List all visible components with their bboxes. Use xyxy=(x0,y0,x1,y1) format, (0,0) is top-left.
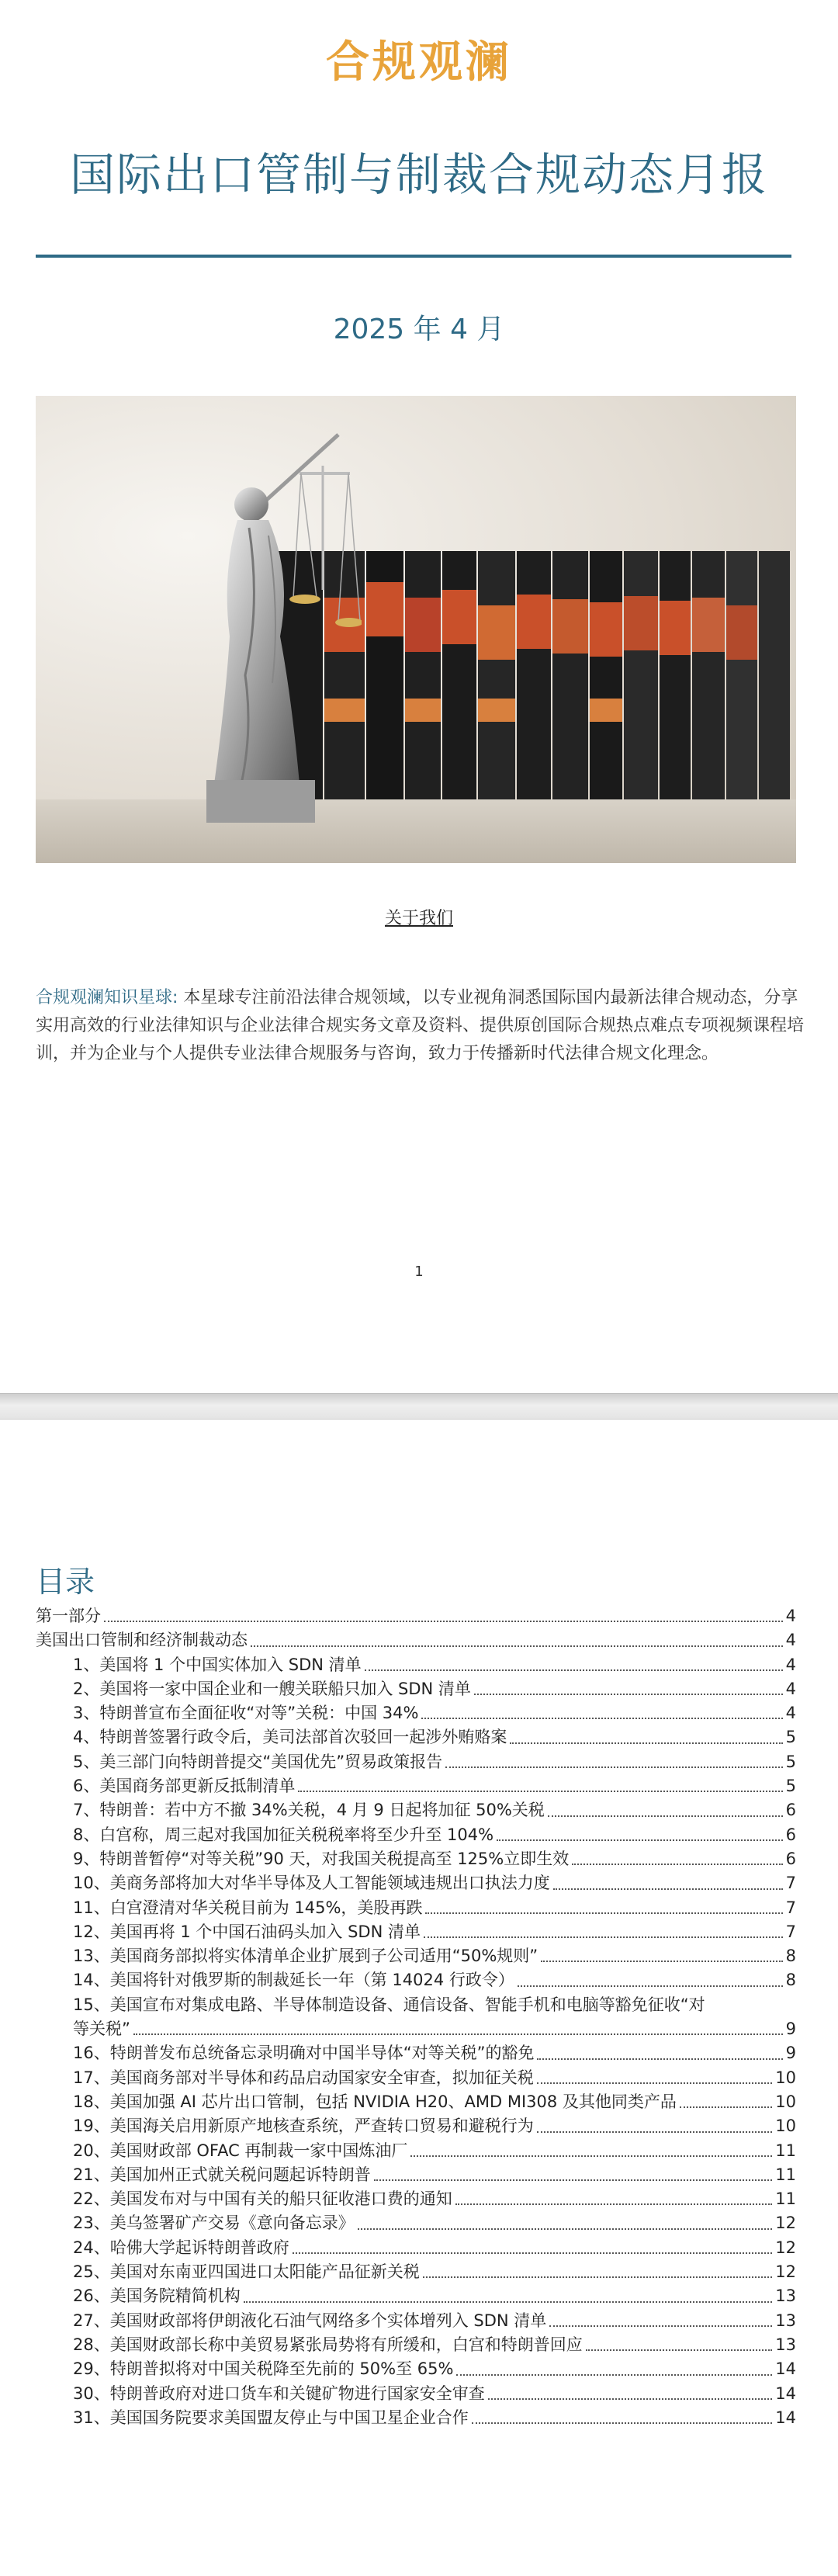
toc-title: 目录 xyxy=(36,1565,95,1599)
toc-entry[interactable] xyxy=(36,1677,796,1701)
toc-entry-text: 11、白宫澄清对华关税目前为 145%，美股再跌 xyxy=(73,1898,423,1917)
toc-entry-text: 27、美国财政部将伊朗液化石油气网络多个实体增列入 SDN 清单 xyxy=(73,2311,547,2330)
toc-entry-text: 6、美国商务部更新反抵制清单 xyxy=(73,1777,296,1796)
toc-entry[interactable] xyxy=(36,1653,796,1677)
toc-page xyxy=(0,1420,838,2576)
brand-title: 合规观澜 xyxy=(326,37,512,88)
toc-leader-dots xyxy=(572,1864,782,1865)
toc-leader-dots xyxy=(586,2349,773,2351)
toc-entry[interactable] xyxy=(36,1774,796,1798)
toc-leader-dots xyxy=(456,2374,772,2376)
toc-entry-text: 30、特朗普政府对进口货车和关键矿物进行国家安全审查 xyxy=(73,2384,485,2403)
intro-paragraph xyxy=(36,984,804,1068)
toc-entry-text: 31、美国国务院要求美国盟友停止与中国卫星企业合作 xyxy=(73,2408,469,2427)
toc-entry-text: 19、美国海关启用新原产地核查系统，严查转口贸易和避税行为 xyxy=(73,2117,534,2136)
toc-leader-dots xyxy=(410,2155,772,2157)
toc-entry-text-continued: 等关税” xyxy=(73,2020,130,2039)
toc-leader-dots xyxy=(497,1839,783,1841)
toc-leader-dots xyxy=(244,2301,773,2303)
toc-entry-text: 26、美国务院精简机构 xyxy=(73,2287,241,2306)
toc-entry-text: 13、美国商务部拟将实体清单企业扩展到子公司适用“50%规则” xyxy=(73,1947,538,1966)
toc-entry[interactable] xyxy=(36,1604,796,1628)
toc-leader-dots xyxy=(537,2082,773,2084)
toc-entry[interactable] xyxy=(36,2236,796,2260)
toc-entry-text: 17、美国商务部对半导体和药品启动国家安全审查，拟加征关税 xyxy=(73,2068,534,2087)
toc-entry-text: 20、美国财政部 OFAC 再制裁一家中国炼油厂 xyxy=(73,2141,408,2160)
toc-entry[interactable] xyxy=(36,1944,796,1968)
toc-entry[interactable] xyxy=(36,1896,796,1920)
toc-leader-dots xyxy=(358,2228,773,2230)
toc-page-number: 6 xyxy=(785,1849,796,1868)
toc-leader-dots xyxy=(293,2252,773,2254)
toc-page-number: 12 xyxy=(775,2214,796,2233)
toc-entry[interactable] xyxy=(36,2357,796,2381)
toc-leader-dots xyxy=(537,2131,773,2133)
toc-leader-dots xyxy=(548,1815,783,1817)
lady-justice-statue-icon xyxy=(206,419,362,823)
toc-entry-text: 28、美国财政部长称中美贸易紧张局势将有所缓和，白宫和特朗普回应 xyxy=(73,2335,583,2354)
toc-entry[interactable] xyxy=(36,1993,796,2042)
toc-list xyxy=(36,1604,796,2430)
intro-lead: 合规观澜知识星球: xyxy=(36,988,178,1007)
toc-leader-dots xyxy=(298,1791,782,1792)
toc-page-number: 10 xyxy=(775,2117,796,2136)
toc-page-number: 14 xyxy=(775,2408,796,2427)
toc-page-number: 5 xyxy=(785,1752,796,1771)
about-us-link[interactable]: 关于我们 xyxy=(384,909,453,928)
toc-page-number: 6 xyxy=(785,1825,796,1844)
toc-leader-dots xyxy=(549,2325,772,2327)
toc-entry-text: 1、美国将 1 个中国实体加入 SDN 清单 xyxy=(73,1655,362,1674)
toc-entry-text: 14、美国将针对俄罗斯的制裁延长一年（第 14024 行政令） xyxy=(73,1971,514,1990)
toc-page-number: 8 xyxy=(785,1971,796,1990)
toc-page-number: 4 xyxy=(785,1704,796,1723)
toc-entry[interactable] xyxy=(36,2066,796,2090)
toc-page-number: 10 xyxy=(775,2068,796,2087)
toc-page-number: 9 xyxy=(785,2020,796,2039)
toc-page-number: 13 xyxy=(775,2335,796,2354)
toc-leader-dots xyxy=(455,2203,773,2205)
toc-entry-text: 29、特朗普拟将对中国关税降至先前的 50%至 65% xyxy=(73,2359,454,2379)
toc-page-number: 10 xyxy=(775,2092,796,2111)
toc-leader-dots xyxy=(133,2033,783,2035)
toc-entry-text: 8、白宫称，周三起对我国加征关税税率将至少升至 104% xyxy=(73,1825,494,1844)
toc-page-number: 13 xyxy=(775,2287,796,2306)
toc-leader-dots xyxy=(445,1766,783,1768)
toc-page-number: 5 xyxy=(785,1728,796,1747)
toc-page-number: 4 xyxy=(785,1655,796,1674)
toc-entry[interactable] xyxy=(36,2284,796,2308)
toc-entry[interactable] xyxy=(36,1968,796,1992)
toc-leader-dots xyxy=(488,2398,773,2400)
report-title: 国际出口管制与制裁合规动态月报 xyxy=(69,148,768,201)
toc-page-number: 13 xyxy=(775,2311,796,2330)
toc-entry[interactable] xyxy=(36,2114,796,2138)
toc-page-number: 5 xyxy=(785,1777,796,1796)
toc-entry-text: 2、美国将一家中国企业和一艘关联船只加入 SDN 清单 xyxy=(73,1679,471,1698)
toc-leader-dots xyxy=(537,2058,782,2060)
toc-page-number: 7 xyxy=(785,1922,796,1941)
toc-entry-text: 9、特朗普暂停“对等关税”90 天，对我国关税提高至 125%立即生效 xyxy=(73,1849,570,1868)
toc-entry[interactable] xyxy=(36,2211,796,2235)
toc-entry-text: 7、特朗普：若中方不撤 34%关税，4 月 9 日起将加征 50%关税 xyxy=(73,1801,545,1820)
toc-entry-text: 12、美国再将 1 个中国石油码头加入 SDN 清单 xyxy=(73,1922,421,1941)
toc-entry[interactable] xyxy=(36,1847,796,1871)
toc-entry-text: 15、美国宣布对集成电路、半导体制造设备、通信设备、智能手机和电脑等豁免征收“对 xyxy=(73,1995,705,2014)
toc-entry-text: 第一部分 xyxy=(36,1607,101,1625)
toc-page-number: 11 xyxy=(775,2189,796,2209)
toc-leader-dots xyxy=(510,1742,782,1744)
toc-entry[interactable] xyxy=(36,1823,796,1847)
toc-leader-dots xyxy=(474,1694,783,1695)
toc-entry[interactable] xyxy=(36,2260,796,2284)
toc-entry-text: 4、特朗普签署行政令后，美司法部首次驳回一起涉外贿赂案 xyxy=(73,1728,507,1747)
toc-page-number: 12 xyxy=(775,2262,796,2282)
page-number: 1 xyxy=(414,1264,424,1280)
intro-text: 本星球专注前沿法律合规领域，以专业视角洞悉国际国内最新法律合规动态，分享实用高效的行业法律知识与企业法律合规实务文章及资料、提供原创国际合规热点难点专项视频课程培训，并为企业与个人提供专业法律合规服务与咨询，致力于传播新时代法律合规文化理念。 xyxy=(36,988,805,1063)
toc-leader-dots xyxy=(472,2422,773,2424)
toc-entry[interactable] xyxy=(36,1920,796,1944)
toc-entry-text: 16、特朗普发布总统备忘录明确对中国半导体“对等关税”的豁免 xyxy=(73,2044,535,2063)
toc-entry[interactable] xyxy=(36,1798,796,1822)
shelf xyxy=(36,799,796,863)
toc-leader-dots xyxy=(421,1718,782,1719)
toc-entry-text: 10、美商务部将加大对华半导体及人工智能领域违规出口执法力度 xyxy=(73,1874,550,1893)
toc-entry[interactable] xyxy=(36,1871,796,1895)
toc-page-number: 4 xyxy=(785,1679,796,1698)
toc-entry[interactable] xyxy=(36,2139,796,2163)
toc-page-number: 4 xyxy=(785,1607,796,1625)
toc-page-number: 7 xyxy=(785,1874,796,1893)
toc-entry[interactable] xyxy=(36,2333,796,2357)
toc-entry-text: 3、特朗普宣布全面征收“对等”关税：中国 34% xyxy=(73,1704,419,1723)
toc-leader-dots xyxy=(423,2276,773,2278)
toc-entry-text: 25、美国对东南亚四国进口太阳能产品征新关税 xyxy=(73,2262,420,2282)
toc-page-number: 8 xyxy=(785,1947,796,1966)
toc-leader-dots xyxy=(680,2106,772,2108)
toc-leader-dots xyxy=(425,1912,782,1914)
toc-page-number: 14 xyxy=(775,2384,796,2403)
toc-leader-dots xyxy=(374,2179,773,2181)
cover-image xyxy=(36,396,796,863)
toc-entry[interactable] xyxy=(36,2163,796,2187)
toc-leader-dots xyxy=(251,1645,783,1647)
toc-page-number: 11 xyxy=(775,2165,796,2184)
toc-leader-dots xyxy=(553,1888,783,1890)
toc-entry[interactable] xyxy=(36,2382,796,2406)
toc-leader-dots xyxy=(424,1936,783,1938)
toc-entry-text: 24、哈佛大学起诉特朗普政府 xyxy=(73,2238,289,2257)
toc-entry-text: 美国出口管制和经济制裁动态 xyxy=(36,1631,248,1650)
report-date: 2025 年 4 月 xyxy=(333,314,505,345)
title-divider xyxy=(36,255,791,258)
toc-entry-text: 23、美乌签署矿产交易《意向备忘录》 xyxy=(73,2214,355,2233)
toc-entry[interactable] xyxy=(36,1628,796,1652)
toc-page-number: 7 xyxy=(785,1898,796,1917)
toc-page-number: 9 xyxy=(785,2044,796,2063)
toc-entry[interactable] xyxy=(36,1701,796,1725)
toc-leader-dots xyxy=(365,1669,783,1671)
toc-entry[interactable] xyxy=(36,2309,796,2333)
toc-leader-dots xyxy=(518,1985,783,1987)
toc-entry[interactable] xyxy=(36,2041,796,2065)
page-separator xyxy=(0,1393,838,1420)
toc-entry[interactable] xyxy=(36,2187,796,2211)
toc-entry-text: 5、美三部门向特朗普提交“美国优先”贸易政策报告 xyxy=(73,1752,443,1771)
toc-entry[interactable] xyxy=(36,2090,796,2114)
toc-page-number: 14 xyxy=(775,2359,796,2379)
toc-page-number: 6 xyxy=(785,1801,796,1820)
toc-entry-text: 18、美国加强 AI 芯片出口管制，包括 NVIDIA H20、AMD MI308 及其他同类产品 xyxy=(73,2092,677,2111)
toc-entry-line2 xyxy=(73,2017,796,2041)
toc-page-number: 4 xyxy=(785,1631,796,1650)
toc-entry-text: 21、美国加州正式就关税问题起诉特朗普 xyxy=(73,2165,371,2184)
toc-entry[interactable] xyxy=(36,1725,796,1749)
toc-leader-dots xyxy=(541,1961,782,1962)
toc-entry[interactable] xyxy=(36,1750,796,1774)
toc-page-number: 11 xyxy=(775,2141,796,2160)
toc-entry-text: 22、美国发布对与中国有关的船只征收港口费的通知 xyxy=(73,2189,452,2209)
toc-leader-dots xyxy=(104,1621,783,1622)
toc-page-number: 12 xyxy=(775,2238,796,2257)
toc-entry[interactable] xyxy=(36,2406,796,2430)
